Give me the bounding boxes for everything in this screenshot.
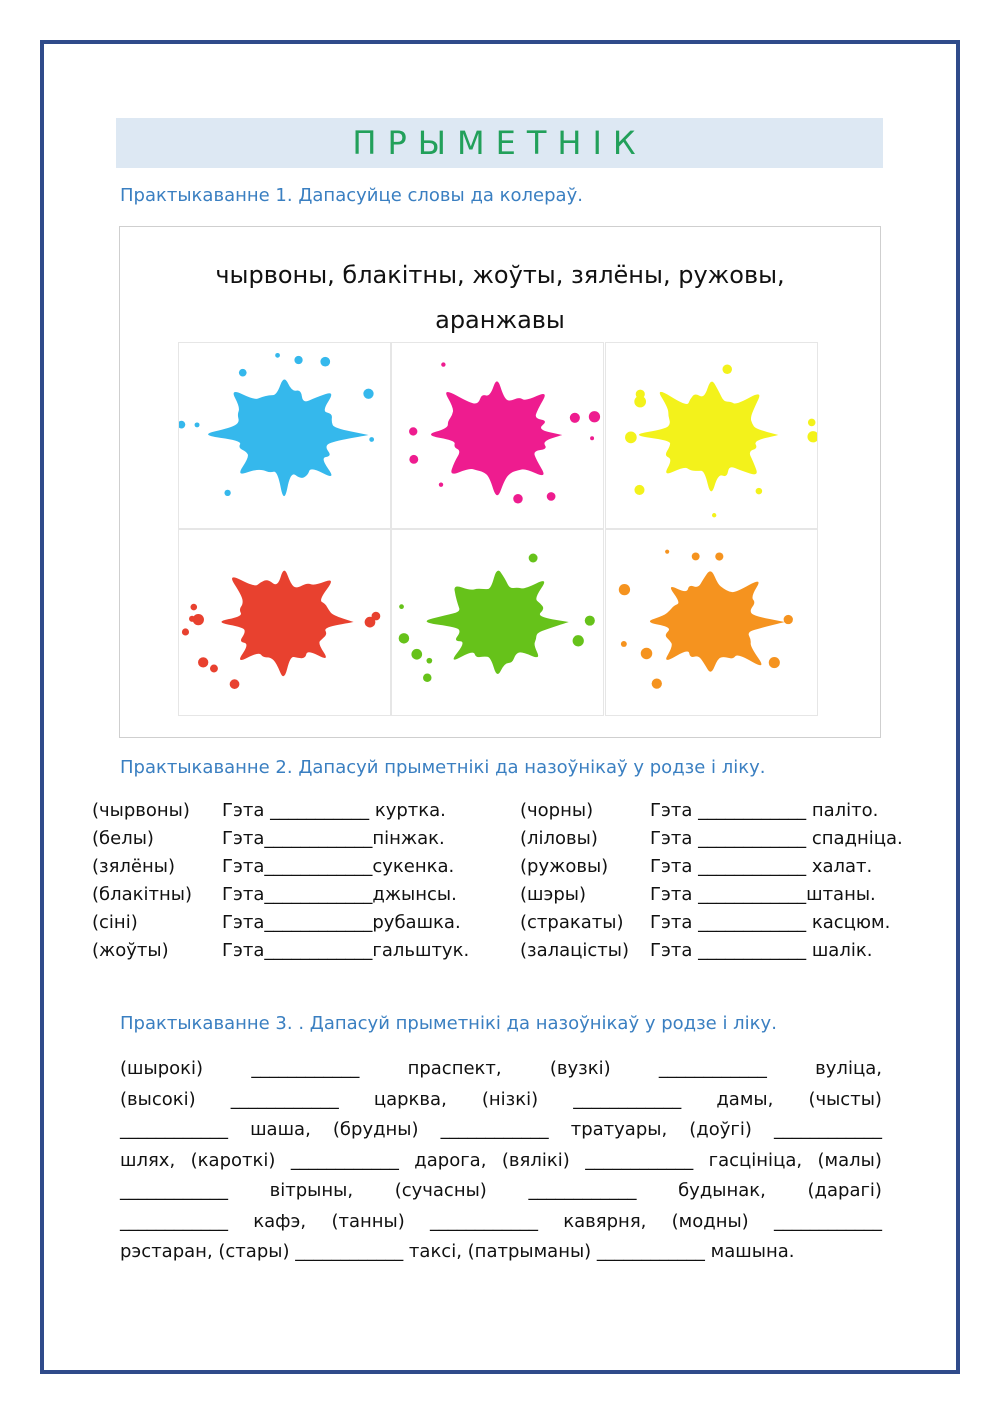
splash-droplet	[529, 554, 538, 563]
splash-body	[208, 379, 368, 496]
splash-droplet	[369, 437, 374, 442]
ex3-blank[interactable]: ____________	[230, 1088, 339, 1110]
ex3-line	[120, 1054, 882, 1085]
ex2-left-adjective: (белы)	[92, 828, 154, 849]
ex2-right-sentence[interactable]: Гэта ____________ спадніца.	[650, 828, 903, 849]
ex3-line	[120, 1146, 882, 1177]
ex3-blank[interactable]: ____________	[773, 1119, 882, 1140]
ex3-blank[interactable]: ____________	[120, 1210, 228, 1232]
ex2-left-adjective: (чырвоны)	[92, 800, 190, 821]
splash-droplet	[641, 648, 652, 659]
splash-droplet	[189, 616, 195, 622]
ex2-right-adjective: (ружовы)	[520, 856, 609, 877]
ex3-word: (модны)	[671, 1210, 749, 1232]
ex3-line	[120, 1237, 882, 1268]
ex2-left-adjective: (зялёны)	[92, 856, 176, 877]
yellow-paint-splash-icon	[606, 343, 817, 528]
ex2-left-sentence[interactable]: Гэта____________сукенка.	[222, 856, 455, 877]
ex3-blank[interactable]: ____________	[573, 1088, 682, 1110]
ex3-word: (дарагі)	[807, 1180, 882, 1201]
splash-droplet	[652, 678, 662, 688]
word-bank	[120, 253, 880, 343]
splash-droplet	[619, 584, 630, 595]
word-bank-line-2: аранжавы	[435, 306, 565, 334]
ex3-blank[interactable]: ____________	[528, 1180, 637, 1201]
splash-droplet	[409, 455, 418, 464]
ex3-blank[interactable]: ____________	[290, 1149, 399, 1171]
ex3-word: кавярня,	[563, 1210, 647, 1232]
splash-droplet	[621, 641, 627, 647]
splash-droplet	[590, 436, 594, 440]
splash-droplet	[320, 357, 330, 367]
ex3-word: гасцініца,	[708, 1149, 803, 1171]
splash-droplet	[573, 635, 584, 646]
splash-droplet	[625, 432, 637, 444]
splash-droplet	[191, 604, 198, 611]
ex3-line	[120, 1176, 882, 1207]
pink-paint-splash-icon	[392, 343, 603, 528]
splash-cell-2	[391, 342, 604, 529]
exercise1-panel	[119, 226, 881, 738]
ex3-word: (шырокі)	[120, 1058, 204, 1079]
splash-body	[431, 381, 562, 495]
ex3-blank[interactable]: ____________	[658, 1058, 767, 1079]
ex2-right-sentence[interactable]: Гэта ____________штаны.	[650, 884, 876, 905]
splash-droplet	[294, 356, 302, 364]
splash-droplet	[198, 657, 208, 667]
ex3-word: (кароткі)	[190, 1149, 276, 1171]
page-title: ПРЫМЕТНІК	[352, 124, 647, 162]
splash-droplet	[275, 353, 280, 358]
ex3-word: (доўгі)	[689, 1119, 752, 1140]
color-splash-grid	[178, 342, 820, 718]
ex2-right-sentence[interactable]: Гэта ____________ халат.	[650, 856, 873, 877]
splash-droplet	[224, 490, 230, 496]
ex2-right-adjective: (чорны)	[520, 800, 594, 821]
splash-cell-3	[605, 342, 818, 529]
splash-droplet	[636, 390, 645, 399]
ex2-left-sentence[interactable]: Гэта____________джынсы.	[222, 884, 457, 905]
ex2-right-adjective: (залацісты)	[520, 940, 630, 961]
splash-droplet	[363, 389, 373, 399]
splash-droplet	[722, 364, 731, 373]
ex3-blank[interactable]: ____________	[120, 1180, 228, 1201]
splash-droplet	[423, 673, 432, 682]
ex3-word: дамы,	[716, 1088, 774, 1110]
splash-droplet	[808, 419, 816, 427]
ex2-left-adjective: (сіні)	[92, 912, 138, 933]
splash-droplet	[441, 362, 445, 366]
splash-body	[427, 571, 569, 674]
ex3-word: (брудны)	[332, 1119, 419, 1140]
ex2-right-sentence[interactable]: Гэта ____________ касцюм.	[650, 912, 891, 933]
ex2-left-sentence[interactable]: Гэта____________гальштук.	[222, 940, 470, 961]
ex2-right-adjective: (стракаты)	[520, 912, 624, 933]
splash-droplet	[182, 628, 189, 635]
splash-droplet	[570, 413, 580, 423]
splash-droplet	[439, 482, 443, 486]
ex3-blank[interactable]: ____________	[251, 1058, 360, 1079]
splash-droplet	[239, 369, 247, 377]
splash-droplet	[372, 612, 381, 621]
exercise1-heading: Практыкаванне 1. Дапасуйце словы да колераў.	[120, 185, 583, 206]
ex3-word: (нізкі)	[481, 1088, 539, 1110]
splash-droplet	[426, 658, 432, 664]
ex2-right-sentence[interactable]: Гэта ____________ паліто.	[650, 800, 879, 821]
green-paint-splash-icon	[392, 530, 603, 715]
ex3-word: (чысты)	[808, 1088, 882, 1110]
ex2-left-adjective: (жоўты)	[92, 940, 169, 961]
splash-cell-5	[391, 529, 604, 716]
exercise3-heading: Практыкаванне 3. . Дапасуй прыметнікі да назоўнікаў у родзе і ліку.	[120, 1013, 777, 1034]
splash-body	[639, 382, 779, 492]
blue-paint-splash-icon	[179, 343, 390, 528]
ex3-word: (высокі)	[120, 1088, 196, 1110]
splash-cell-4	[178, 529, 391, 716]
ex3-word: кафэ,	[253, 1210, 307, 1232]
exercise2-heading: Практыкаванне 2. Дапасуй прыметнікі да назоўнікаў у родзе і ліку.	[120, 757, 766, 778]
splash-droplet	[769, 657, 780, 668]
splash-droplet	[230, 679, 240, 689]
splash-droplet	[547, 492, 556, 501]
splash-droplet	[195, 422, 200, 427]
splash-cell-1	[178, 342, 391, 529]
splash-droplet	[585, 616, 595, 626]
ex3-line	[120, 1085, 882, 1116]
ex3-word: (малы)	[817, 1149, 882, 1171]
ex3-word: будынак,	[678, 1180, 766, 1201]
ex3-blank[interactable]: ____________	[430, 1210, 539, 1232]
splash-droplet	[589, 411, 600, 422]
ex2-left-sentence[interactable]: Гэта ___________ куртка.	[222, 800, 446, 821]
ex3-blank[interactable]: ____________	[120, 1119, 228, 1140]
ex3-line	[120, 1207, 882, 1238]
splash-droplet	[411, 649, 422, 660]
orange-paint-splash-icon	[606, 530, 817, 715]
splash-droplet	[692, 552, 700, 560]
splash-droplet	[513, 494, 522, 503]
ex3-word: шаша,	[250, 1119, 311, 1140]
splash-droplet	[784, 615, 793, 624]
ex3-word: шлях,	[120, 1149, 176, 1171]
red-paint-splash-icon	[179, 530, 390, 715]
word-bank-line-1: чырвоны, блакітны, жоўты, зялёны, ружовы,	[215, 261, 785, 289]
ex3-word: вуліца,	[815, 1058, 882, 1079]
ex2-left-sentence[interactable]: Гэта____________пінжак.	[222, 828, 445, 849]
splash-droplet	[409, 427, 417, 435]
splash-droplet	[665, 550, 669, 554]
splash-cell-6	[605, 529, 818, 716]
ex2-left-sentence[interactable]: Гэта____________рубашка.	[222, 912, 461, 933]
splash-droplet	[634, 485, 644, 495]
splash-droplet	[399, 633, 409, 643]
ex2-right-sentence[interactable]: Гэта ____________ шалік.	[650, 940, 873, 961]
splash-droplet	[756, 488, 763, 495]
ex3-word: рэстаран, (стары) ____________ таксі, (патрыманы) ____________ машына.	[120, 1241, 795, 1262]
ex3-word: дарога,	[414, 1149, 487, 1171]
splash-droplet	[712, 513, 716, 517]
splash-droplet	[399, 604, 404, 609]
ex3-word: тратуары,	[570, 1119, 668, 1140]
ex3-blank[interactable]: ____________	[773, 1210, 882, 1232]
splash-droplet	[210, 665, 218, 673]
splash-droplet	[179, 421, 185, 429]
ex3-word: вітрыны,	[269, 1180, 354, 1201]
title-banner	[116, 118, 883, 168]
exercise3-paragraph	[120, 1054, 882, 1268]
splash-body	[221, 571, 353, 677]
splash-body	[650, 571, 785, 671]
ex3-word: праспект,	[407, 1058, 502, 1079]
ex3-blank[interactable]: ____________	[585, 1149, 694, 1171]
ex2-right-adjective: (шэры)	[520, 884, 587, 905]
ex3-blank[interactable]: ____________	[440, 1119, 549, 1140]
ex3-line	[120, 1115, 882, 1146]
ex2-right-adjective: (ліловы)	[520, 828, 598, 849]
ex3-word: царква,	[373, 1088, 447, 1110]
ex3-word: (вузкі)	[549, 1058, 611, 1079]
ex3-word: (сучасны)	[394, 1180, 487, 1201]
ex2-left-adjective: (блакітны)	[92, 884, 193, 905]
ex3-word: (танны)	[331, 1210, 405, 1232]
splash-droplet	[807, 431, 817, 442]
splash-droplet	[715, 552, 723, 560]
ex3-word: (вялікі)	[501, 1149, 570, 1171]
